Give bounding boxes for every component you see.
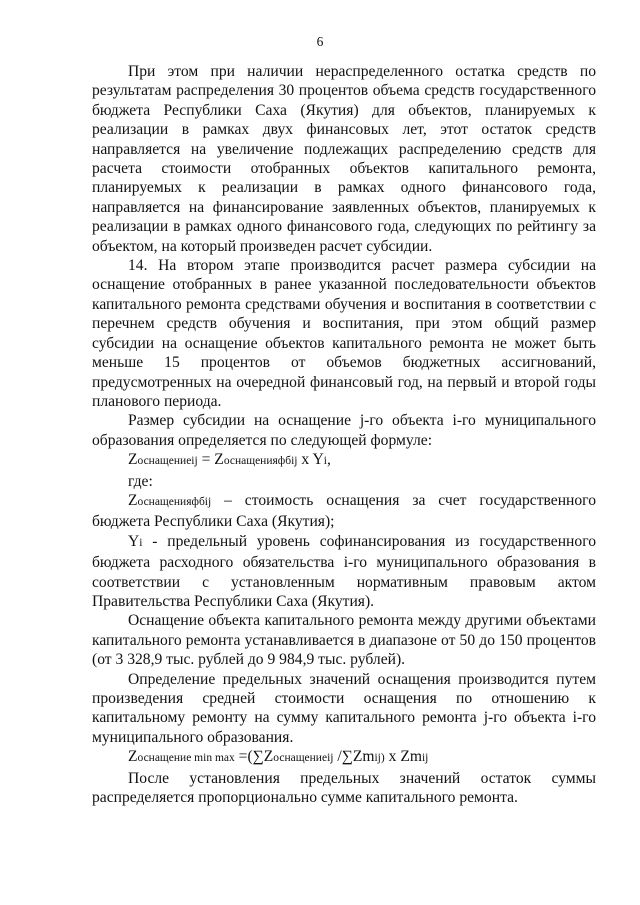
formula-operator: x (297, 451, 313, 469)
formula-punctuation: , (326, 451, 331, 469)
paragraph-second-stage: 14. На втором этапе производится расчет размера субсидии на оснащение отобранных в ранее указанной последовательности объектов капитального ремонта средствами обучения и воспитания в соответствии с перечнем средств обучения и воспитания, при этом общий размер субсидии на оснащение объектов капитального ремонта не может быть меньше 15 процентов от объемов бюджетных ассигнований, предусмотренных на очередной финансовый год, на первый и второй годы планового периода. (92, 257, 596, 410)
formula-symbol: Zm (352, 748, 375, 766)
definition-symbol: Z (128, 491, 138, 509)
formula-limit-values (92, 747, 596, 768)
definition-subscript: оснащенияфбij (137, 495, 212, 508)
formula-subscript: оснащениеij (273, 752, 334, 765)
formula-subscript: оснащениеij (137, 455, 198, 468)
formula-operator: /∑ (333, 748, 353, 766)
paragraph-equipment-range: Оснащение объекта капитального ремонта между другими объектами капитального ремонта устанавливается в диапазоне от 50 до 150 процентов (от 3 328,9 тыс. рублей до 9 984,9 тыс. рублей). (92, 612, 596, 669)
paragraph-remainder-distribution: После установления предельных значений остаток суммы распределяется пропорционально сумме капитального ремонта. (92, 769, 596, 807)
formula-subscript: ij (421, 752, 429, 765)
page-number: 6 (316, 34, 324, 49)
formula-subscript: i (323, 455, 327, 468)
paragraph-remaining-funds: При этом при наличии нераспределенного остатка средств по результатам распределения 30 процентов объема средств государственного бюджета Республики Саха (Якутия) для объектов, планируемых к реализации в рамках двух финансовых лет, этот остаток средств направляется на увеличение подлежащих распределению средств для расчета стоимости отобранных объектов капитального ремонта, планируемых к реализации в рамках одного финансового года, направляется на финансирование заявленных объектов, планируемых к реализации в рамках одного финансового года, следующих по рейтингу за объектом, на который произведен расчет субсидии. (92, 63, 596, 255)
formula-symbol: Z (128, 451, 138, 469)
definition-symbol: Y (128, 532, 140, 550)
formula-subsidy (92, 450, 596, 471)
formula-operator: = (197, 451, 215, 469)
formula-subscript: оснащенияфбij (223, 455, 298, 468)
definition-text: - предельный уровень софинансирования из государственного бюджета расходного обязательства i-го муниципального образования в соответствии с установленным нормативным правовым актом Правительства Республики Саха (Якутия). (92, 532, 596, 610)
definition-subscript: i (139, 536, 143, 549)
formula-subscript: оснащение min max (137, 752, 235, 765)
formula-operator: x (384, 748, 401, 766)
document-body (92, 62, 596, 807)
formula-symbol: Z (214, 451, 224, 469)
formula-subscript: ij) (374, 752, 385, 765)
formula-symbol: Y (312, 451, 324, 469)
definition-text: – стоимость оснащения за счет государственного бюджета Республики Саха (Якутия); (92, 491, 596, 531)
formula-operator: =(∑ (234, 748, 264, 766)
definition-equipment-cost (92, 491, 596, 532)
formula-symbol: Z (128, 748, 138, 766)
where-label: где: (128, 472, 153, 490)
definition-cofinancing-level (92, 532, 596, 612)
formula-symbol: Zm (400, 748, 422, 766)
paragraph-limit-values: Определение предельных значений оснащения производится путем произведения средней стоимости оснащения по отношению к капитальному ремонту на сумму капитального ремонта j-го объекта i-го муниципального образования. (92, 670, 596, 746)
paragraph-subsidy-size: Размер субсидии на оснащение j-го объекта i-го муниципального образования определяется по следующей формуле: (92, 412, 596, 449)
formula-symbol: Z (263, 748, 274, 766)
